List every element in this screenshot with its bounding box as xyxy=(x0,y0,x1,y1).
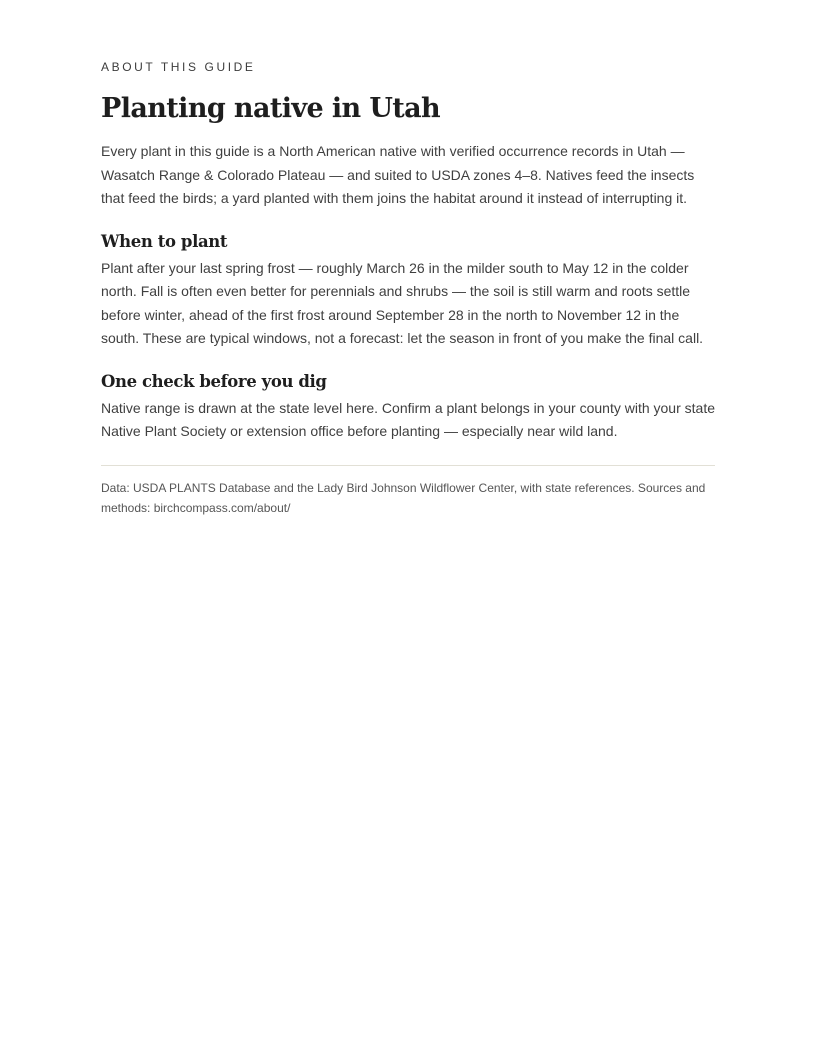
section-one-check xyxy=(101,371,715,444)
data-sources-footnote: Data: USDA PLANTS Database and the Lady Bird Johnson Wildflower Center, with state references. Sources and methods: birchcompass.com/about/ xyxy=(101,480,706,515)
section-body-when-to-plant: Plant after your last spring frost — roughly March 26 in the milder south to May 12 in the colder north. Fall is often even better for perennials and shrubs — the soil is still warm and roots settle before winter, ahead of the first frost around September 28 in the north to November 12 in the south. These are typical windows, not a forecast: let the season in front of you make the final call. xyxy=(101,259,704,346)
page-title: Planting native in Utah xyxy=(101,93,441,124)
section-heading-when-to-plant: When to plant xyxy=(101,231,228,251)
eyebrow-label: ABOUT THIS GUIDE xyxy=(101,60,256,74)
section-body-one-check: Native range is drawn at the state level here. Confirm a plant belongs in your county with your state Native Plant Society or extension office before planting — especially near wild land. xyxy=(101,399,715,439)
about-guide-page xyxy=(101,58,715,518)
section-heading-one-check: One check before you dig xyxy=(101,371,327,391)
divider xyxy=(101,465,715,466)
intro-paragraph: Every plant in this guide is a North American native with verified occurrence records in Utah — Wasatch Range & Colorado Plateau — and suited to USDA zones 4–8. Natives feed the insects that feed the birds; a yard planted with them joins the habitat around it instead of interrupting it. xyxy=(101,143,695,206)
section-when-to-plant xyxy=(101,231,715,351)
